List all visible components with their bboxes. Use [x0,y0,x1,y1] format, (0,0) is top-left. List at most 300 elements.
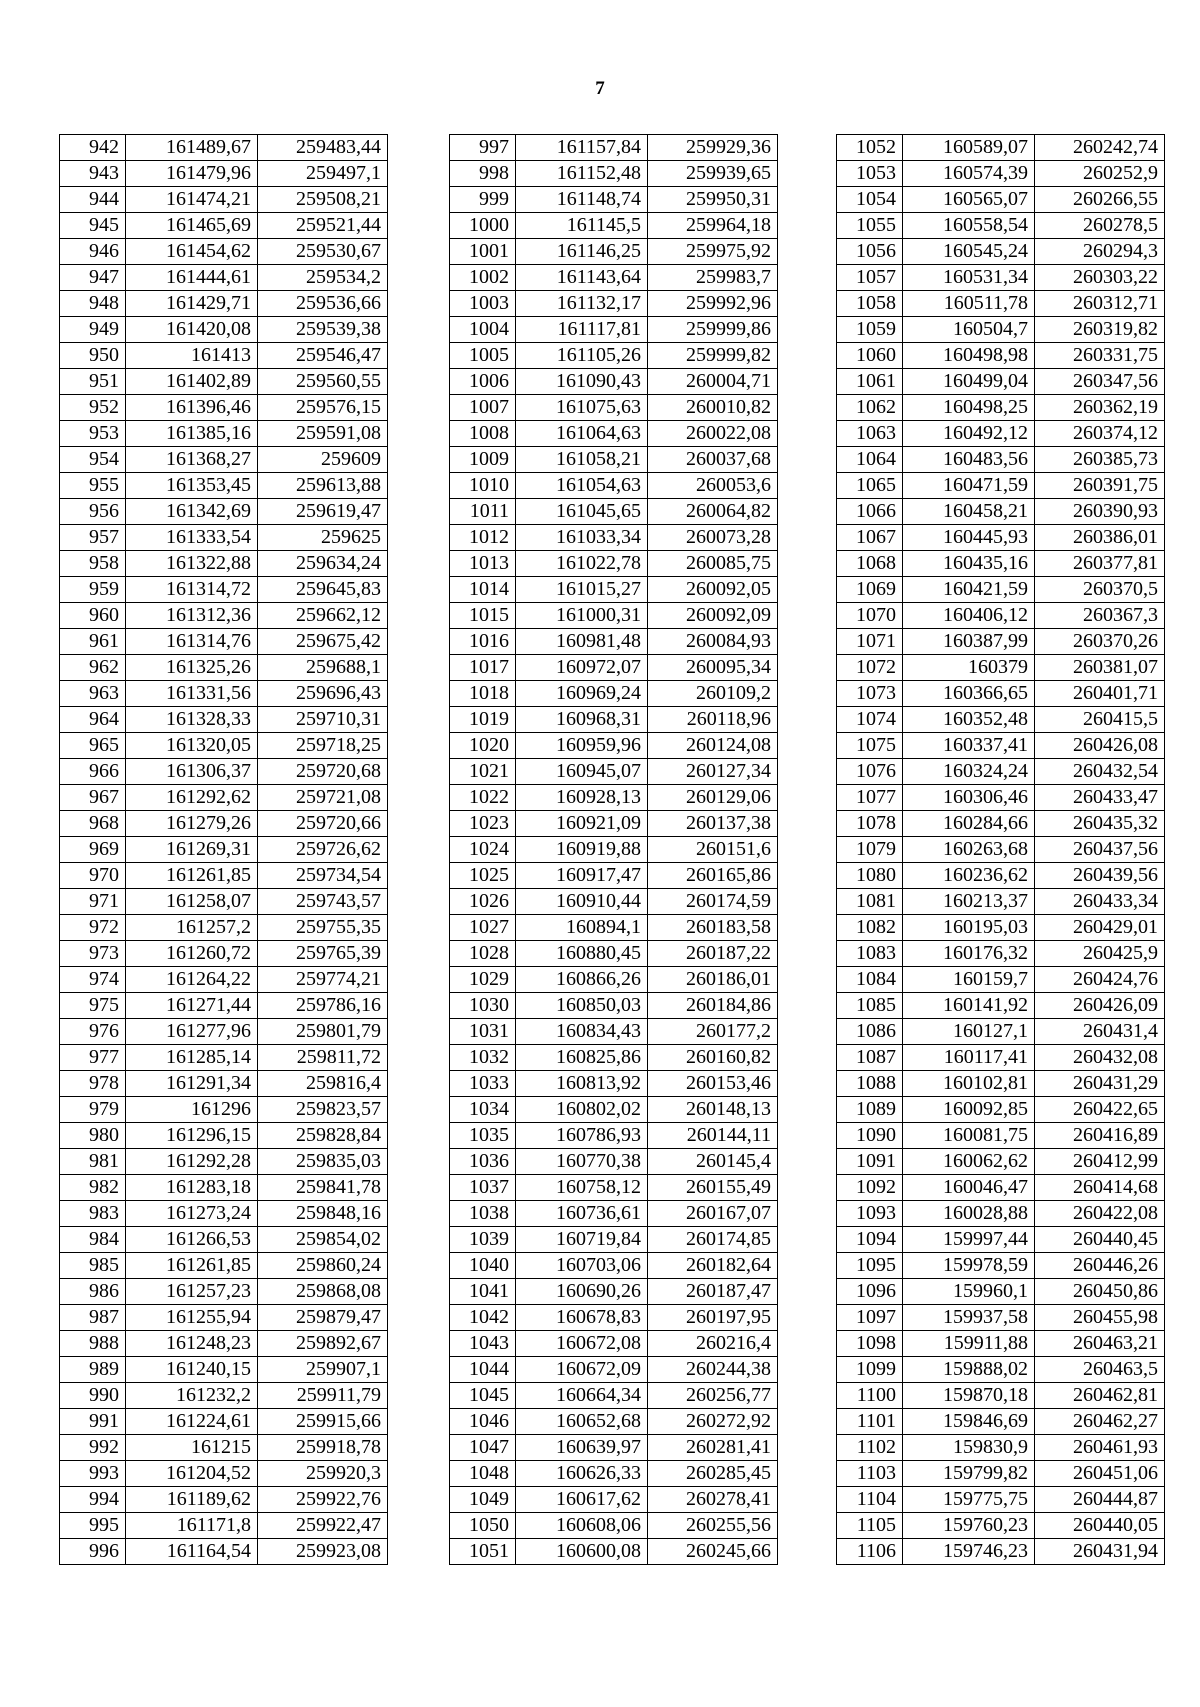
x-coordinate-cell: 161474,21 [126,187,258,213]
point-number-cell: 1016 [450,629,516,655]
x-coordinate-cell: 160834,43 [516,1019,648,1045]
x-coordinate-cell: 159799,82 [903,1461,1035,1487]
table-row [60,1071,388,1097]
x-coordinate-cell: 161413 [126,343,258,369]
x-coordinate-cell: 160263,68 [903,837,1035,863]
y-coordinate-cell: 259696,43 [258,681,388,707]
y-coordinate-cell: 259811,72 [258,1045,388,1071]
x-coordinate-cell: 159997,44 [903,1227,1035,1253]
table-row [450,837,778,863]
point-number-cell: 1080 [837,863,903,889]
table-row [60,837,388,863]
x-coordinate-cell: 161255,94 [126,1305,258,1331]
y-coordinate-cell: 260422,08 [1035,1201,1165,1227]
table-row [60,265,388,291]
point-number-cell: 1027 [450,915,516,941]
point-number-cell: 966 [60,759,126,785]
table-row [837,603,1165,629]
y-coordinate-cell: 260153,46 [648,1071,778,1097]
table-row [60,1487,388,1513]
x-coordinate-cell: 160672,08 [516,1331,648,1357]
table-row [450,135,778,161]
point-number-cell: 979 [60,1097,126,1123]
y-coordinate-cell: 260347,56 [1035,369,1165,395]
y-coordinate-cell: 260281,41 [648,1435,778,1461]
point-number-cell: 943 [60,161,126,187]
table-row [837,1201,1165,1227]
table-row [60,1383,388,1409]
y-coordinate-cell: 259734,54 [258,863,388,889]
point-number-cell: 1049 [450,1487,516,1513]
y-coordinate-cell: 260370,26 [1035,629,1165,655]
y-coordinate-cell: 260461,93 [1035,1435,1165,1461]
x-coordinate-cell: 159960,1 [903,1279,1035,1305]
y-coordinate-cell: 260148,13 [648,1097,778,1123]
point-number-cell: 998 [450,161,516,187]
table-row [60,395,388,421]
y-coordinate-cell: 260451,06 [1035,1461,1165,1487]
table-row [837,1123,1165,1149]
table-row [837,707,1165,733]
y-coordinate-cell: 259801,79 [258,1019,388,1045]
y-coordinate-cell: 260440,45 [1035,1227,1165,1253]
x-coordinate-cell: 161266,53 [126,1227,258,1253]
table-row [837,1331,1165,1357]
x-coordinate-cell: 161402,89 [126,369,258,395]
x-coordinate-cell: 160352,48 [903,707,1035,733]
table-row [60,759,388,785]
x-coordinate-cell: 160483,56 [903,447,1035,473]
table-row [450,1331,778,1357]
point-number-cell: 955 [60,473,126,499]
y-coordinate-cell: 259645,83 [258,577,388,603]
point-number-cell: 1090 [837,1123,903,1149]
x-coordinate-cell: 161258,07 [126,889,258,915]
x-coordinate-cell: 159830,9 [903,1435,1035,1461]
y-coordinate-cell: 259868,08 [258,1279,388,1305]
table-row [450,525,778,551]
table-row [60,1513,388,1539]
x-coordinate-cell: 161368,27 [126,447,258,473]
table-row [837,317,1165,343]
table-row [450,421,778,447]
y-coordinate-cell: 259536,66 [258,291,388,317]
point-number-cell: 1045 [450,1383,516,1409]
table-row [837,187,1165,213]
x-coordinate-cell: 161271,44 [126,993,258,1019]
point-number-cell: 969 [60,837,126,863]
table-row [450,1539,778,1565]
y-coordinate-cell: 260084,93 [648,629,778,655]
x-coordinate-cell: 161353,45 [126,473,258,499]
table-row [450,161,778,187]
y-coordinate-cell: 260144,11 [648,1123,778,1149]
x-coordinate-cell: 161429,71 [126,291,258,317]
table-row [450,1201,778,1227]
x-coordinate-cell: 160081,75 [903,1123,1035,1149]
y-coordinate-cell: 259854,02 [258,1227,388,1253]
y-coordinate-cell: 260426,08 [1035,733,1165,759]
x-coordinate-cell: 160921,09 [516,811,648,837]
point-number-cell: 1095 [837,1253,903,1279]
y-coordinate-cell: 260137,38 [648,811,778,837]
point-number-cell: 1019 [450,707,516,733]
point-number-cell: 962 [60,655,126,681]
point-number-cell: 975 [60,993,126,1019]
table-row [60,1253,388,1279]
table-row [60,967,388,993]
point-number-cell: 1093 [837,1201,903,1227]
y-coordinate-cell: 259721,08 [258,785,388,811]
x-coordinate-cell: 160558,54 [903,213,1035,239]
y-coordinate-cell: 260424,76 [1035,967,1165,993]
point-number-cell: 1028 [450,941,516,967]
table-row [837,1253,1165,1279]
x-coordinate-cell: 160825,86 [516,1045,648,1071]
table-row [60,369,388,395]
y-coordinate-cell: 259892,67 [258,1331,388,1357]
table-row [837,915,1165,941]
table-row [450,889,778,915]
table-row [60,447,388,473]
x-coordinate-cell: 161385,16 [126,421,258,447]
x-coordinate-cell: 160406,12 [903,603,1035,629]
point-number-cell: 960 [60,603,126,629]
point-number-cell: 1102 [837,1435,903,1461]
table-row [837,1435,1165,1461]
y-coordinate-cell: 260331,75 [1035,343,1165,369]
table-row [60,1331,388,1357]
x-coordinate-cell: 160141,92 [903,993,1035,1019]
x-coordinate-cell: 160435,16 [903,551,1035,577]
point-number-cell: 972 [60,915,126,941]
x-coordinate-cell: 161331,56 [126,681,258,707]
point-number-cell: 1039 [450,1227,516,1253]
y-coordinate-cell: 260118,96 [648,707,778,733]
point-number-cell: 1068 [837,551,903,577]
x-coordinate-cell: 160127,1 [903,1019,1035,1045]
table-row [60,1045,388,1071]
y-coordinate-cell: 260432,54 [1035,759,1165,785]
table-row [837,265,1165,291]
x-coordinate-cell: 160337,41 [903,733,1035,759]
point-number-cell: 1052 [837,135,903,161]
x-coordinate-cell: 161291,34 [126,1071,258,1097]
x-coordinate-cell: 160379 [903,655,1035,681]
x-coordinate-cell: 160176,32 [903,941,1035,967]
y-coordinate-cell: 260431,4 [1035,1019,1165,1045]
x-coordinate-cell: 159870,18 [903,1383,1035,1409]
point-number-cell: 999 [450,187,516,213]
y-coordinate-cell: 259939,65 [648,161,778,187]
point-number-cell: 1051 [450,1539,516,1565]
point-number-cell: 985 [60,1253,126,1279]
table-row [450,1045,778,1071]
y-coordinate-cell: 259530,67 [258,239,388,265]
y-coordinate-cell: 260167,07 [648,1201,778,1227]
x-coordinate-cell: 161328,33 [126,707,258,733]
y-coordinate-cell: 260416,89 [1035,1123,1165,1149]
table-row [60,993,388,1019]
y-coordinate-cell: 260294,3 [1035,239,1165,265]
point-number-cell: 1070 [837,603,903,629]
table-row [60,343,388,369]
x-coordinate-cell: 161325,26 [126,655,258,681]
y-coordinate-cell: 260022,08 [648,421,778,447]
table-row [60,1357,388,1383]
y-coordinate-cell: 260278,41 [648,1487,778,1513]
y-coordinate-cell: 260183,58 [648,915,778,941]
point-number-cell: 1010 [450,473,516,499]
table-row [60,317,388,343]
x-coordinate-cell: 161054,63 [516,473,648,499]
y-coordinate-cell: 260109,2 [648,681,778,707]
table-row [450,213,778,239]
point-number-cell: 968 [60,811,126,837]
point-number-cell: 1048 [450,1461,516,1487]
y-coordinate-cell: 259710,31 [258,707,388,733]
point-number-cell: 1088 [837,1071,903,1097]
x-coordinate-cell: 160102,81 [903,1071,1035,1097]
table-row [60,915,388,941]
y-coordinate-cell: 260245,66 [648,1539,778,1565]
y-coordinate-cell: 259911,79 [258,1383,388,1409]
point-number-cell: 945 [60,213,126,239]
y-coordinate-cell: 259613,88 [258,473,388,499]
point-number-cell: 1098 [837,1331,903,1357]
x-coordinate-cell: 161342,69 [126,499,258,525]
point-number-cell: 1066 [837,499,903,525]
x-coordinate-cell: 160471,59 [903,473,1035,499]
table-row [837,135,1165,161]
y-coordinate-cell: 259619,47 [258,499,388,525]
x-coordinate-cell: 160195,03 [903,915,1035,941]
point-number-cell: 1106 [837,1539,903,1565]
x-coordinate-cell: 161292,28 [126,1149,258,1175]
table-row [837,1045,1165,1071]
x-coordinate-cell: 160236,62 [903,863,1035,889]
point-number-cell: 1030 [450,993,516,1019]
table-row [60,135,388,161]
table-row [450,941,778,967]
x-coordinate-cell: 160574,39 [903,161,1035,187]
table-row [450,343,778,369]
y-coordinate-cell: 259718,25 [258,733,388,759]
point-number-cell: 1046 [450,1409,516,1435]
table-row [450,967,778,993]
y-coordinate-cell: 259720,66 [258,811,388,837]
table-row [60,187,388,213]
y-coordinate-cell: 260174,85 [648,1227,778,1253]
table-row [837,239,1165,265]
point-number-cell: 997 [450,135,516,161]
table-row [450,265,778,291]
table-row [60,1201,388,1227]
y-coordinate-cell: 259929,36 [648,135,778,161]
y-coordinate-cell: 260278,5 [1035,213,1165,239]
x-coordinate-cell: 160703,06 [516,1253,648,1279]
x-coordinate-cell: 160770,38 [516,1149,648,1175]
point-number-cell: 991 [60,1409,126,1435]
y-coordinate-cell: 259922,47 [258,1513,388,1539]
x-coordinate-cell: 160758,12 [516,1175,648,1201]
x-coordinate-cell: 160600,08 [516,1539,648,1565]
y-coordinate-cell: 259546,47 [258,343,388,369]
x-coordinate-cell: 160387,99 [903,629,1035,655]
x-coordinate-cell: 159746,23 [903,1539,1035,1565]
point-number-cell: 981 [60,1149,126,1175]
table-row [837,1487,1165,1513]
table-row [60,889,388,915]
x-coordinate-cell: 160159,7 [903,967,1035,993]
x-coordinate-cell: 161320,05 [126,733,258,759]
table-row [837,1227,1165,1253]
table-row [60,1409,388,1435]
y-coordinate-cell: 260414,68 [1035,1175,1165,1201]
x-coordinate-cell: 161465,69 [126,213,258,239]
point-number-cell: 948 [60,291,126,317]
point-number-cell: 980 [60,1123,126,1149]
y-coordinate-cell: 259918,78 [258,1435,388,1461]
x-coordinate-cell: 160981,48 [516,629,648,655]
x-coordinate-cell: 159937,58 [903,1305,1035,1331]
table-row [60,421,388,447]
table-row [60,811,388,837]
y-coordinate-cell: 260437,56 [1035,837,1165,863]
y-coordinate-cell: 260092,05 [648,577,778,603]
point-number-cell: 1065 [837,473,903,499]
point-number-cell: 988 [60,1331,126,1357]
x-coordinate-cell: 160498,98 [903,343,1035,369]
y-coordinate-cell: 259625 [258,525,388,551]
table-row [450,239,778,265]
y-coordinate-cell: 259920,3 [258,1461,388,1487]
y-coordinate-cell: 259576,15 [258,395,388,421]
point-number-cell: 1085 [837,993,903,1019]
point-number-cell: 986 [60,1279,126,1305]
table-row [450,1175,778,1201]
y-coordinate-cell: 260446,26 [1035,1253,1165,1279]
y-coordinate-cell: 260426,09 [1035,993,1165,1019]
point-number-cell: 1005 [450,343,516,369]
table-row [450,655,778,681]
coordinate-table-1 [59,134,388,1565]
y-coordinate-cell: 259828,84 [258,1123,388,1149]
table-row [837,343,1165,369]
x-coordinate-cell: 160492,12 [903,421,1035,447]
y-coordinate-cell: 259634,24 [258,551,388,577]
x-coordinate-cell: 160504,7 [903,317,1035,343]
y-coordinate-cell: 259521,44 [258,213,388,239]
x-coordinate-cell: 161312,36 [126,603,258,629]
x-coordinate-cell: 161204,52 [126,1461,258,1487]
point-number-cell: 1054 [837,187,903,213]
x-coordinate-cell: 161396,46 [126,395,258,421]
x-coordinate-cell: 161058,21 [516,447,648,473]
x-coordinate-cell: 160894,1 [516,915,648,941]
y-coordinate-cell: 260431,29 [1035,1071,1165,1097]
table-row [837,1461,1165,1487]
x-coordinate-cell: 161000,31 [516,603,648,629]
y-coordinate-cell: 260303,22 [1035,265,1165,291]
x-coordinate-cell: 160617,62 [516,1487,648,1513]
y-coordinate-cell: 259975,92 [648,239,778,265]
x-coordinate-cell: 160306,46 [903,785,1035,811]
x-coordinate-cell: 160664,34 [516,1383,648,1409]
point-number-cell: 1064 [837,447,903,473]
x-coordinate-cell: 159760,23 [903,1513,1035,1539]
x-coordinate-cell: 161283,18 [126,1175,258,1201]
x-coordinate-cell: 161296 [126,1097,258,1123]
y-coordinate-cell: 260129,06 [648,785,778,811]
x-coordinate-cell: 160959,96 [516,733,648,759]
x-coordinate-cell: 159911,88 [903,1331,1035,1357]
table-row [60,161,388,187]
x-coordinate-cell: 160813,92 [516,1071,648,1097]
x-coordinate-cell: 160639,97 [516,1435,648,1461]
table-row [450,499,778,525]
y-coordinate-cell: 260385,73 [1035,447,1165,473]
point-number-cell: 957 [60,525,126,551]
point-number-cell: 1073 [837,681,903,707]
x-coordinate-cell: 160531,34 [903,265,1035,291]
x-coordinate-cell: 161279,26 [126,811,258,837]
point-number-cell: 967 [60,785,126,811]
table-row [450,1513,778,1539]
x-coordinate-cell: 160626,33 [516,1461,648,1487]
y-coordinate-cell: 259786,16 [258,993,388,1019]
point-number-cell: 964 [60,707,126,733]
point-number-cell: 1023 [450,811,516,837]
x-coordinate-cell: 160213,37 [903,889,1035,915]
point-number-cell: 1069 [837,577,903,603]
point-number-cell: 984 [60,1227,126,1253]
x-coordinate-cell: 160545,24 [903,239,1035,265]
table-row [60,1227,388,1253]
table-row [60,1097,388,1123]
y-coordinate-cell: 259835,03 [258,1149,388,1175]
y-coordinate-cell: 260370,5 [1035,577,1165,603]
point-number-cell: 970 [60,863,126,889]
point-number-cell: 965 [60,733,126,759]
table-row [450,1279,778,1305]
point-number-cell: 1101 [837,1409,903,1435]
table-row [450,1487,778,1513]
x-coordinate-cell: 161277,96 [126,1019,258,1045]
table-row [60,1305,388,1331]
x-coordinate-cell: 160719,84 [516,1227,648,1253]
y-coordinate-cell: 260266,55 [1035,187,1165,213]
table-row [450,1019,778,1045]
point-number-cell: 1038 [450,1201,516,1227]
table-row [60,655,388,681]
x-coordinate-cell: 160736,61 [516,1201,648,1227]
y-coordinate-cell: 260374,12 [1035,421,1165,447]
table-row [837,1409,1165,1435]
y-coordinate-cell: 259662,12 [258,603,388,629]
x-coordinate-cell: 161314,76 [126,629,258,655]
table-row [60,1435,388,1461]
y-coordinate-cell: 260462,27 [1035,1409,1165,1435]
table-row [60,785,388,811]
point-number-cell: 950 [60,343,126,369]
point-number-cell: 947 [60,265,126,291]
point-number-cell: 961 [60,629,126,655]
point-number-cell: 1086 [837,1019,903,1045]
point-number-cell: 1008 [450,421,516,447]
x-coordinate-cell: 160678,83 [516,1305,648,1331]
point-number-cell: 942 [60,135,126,161]
